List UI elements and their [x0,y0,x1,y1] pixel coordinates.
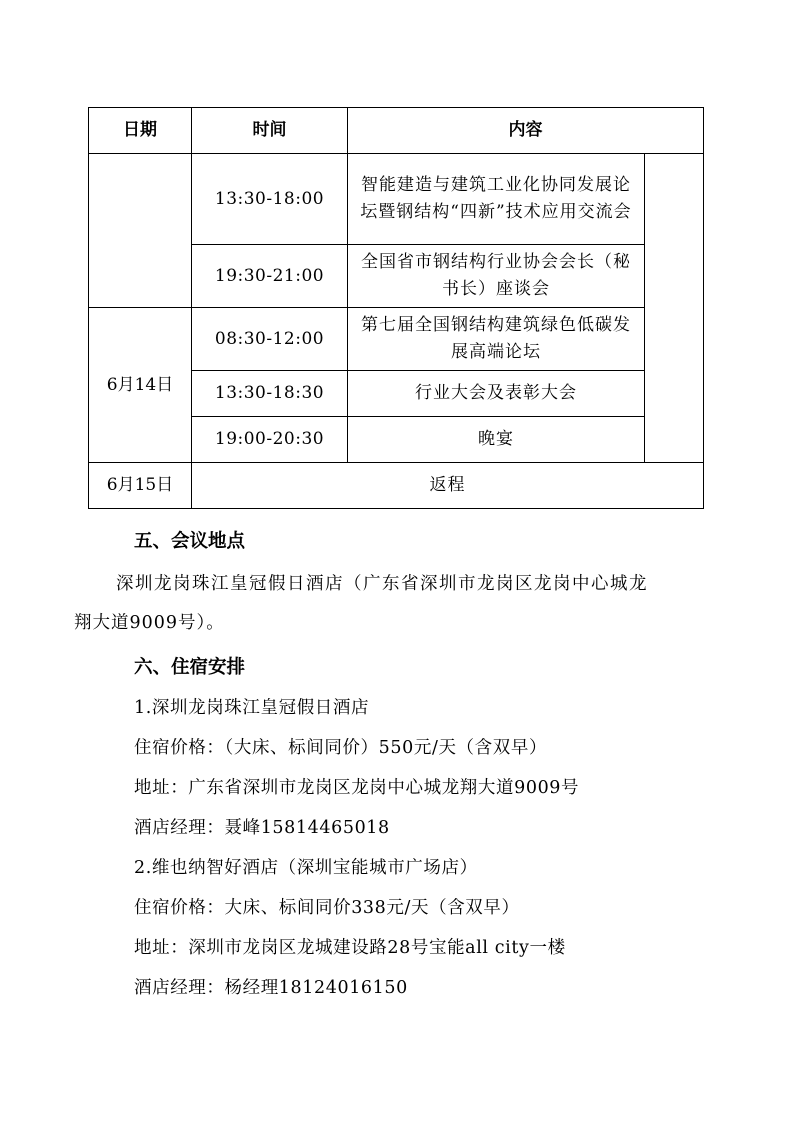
hotel2-manager: 酒店经理：杨经理18124016150 [134,978,408,998]
content-cell: 第七届全国钢结构建筑绿色低碳发展高端论坛 [348,308,645,371]
schedule-table [88,107,704,509]
table-row [89,308,704,371]
time-cell: 13:30-18:00 [192,154,348,245]
hotel2-address: 地址：深圳市龙岗区龙城建设路28号宝能all city一楼 [134,938,566,958]
section-heading-venue: 五、会议地点 [134,531,246,552]
section-heading-accommodation: 六、住宿安排 [134,657,246,678]
blank-column-cell [645,154,704,463]
time-cell: 13:30-18:30 [192,371,348,417]
hotel2-name: 2.维也纳智好酒店（深圳宝能城市广场店） [134,858,478,878]
header-time: 时间 [192,108,348,154]
time-cell: 19:30-21:00 [192,245,348,308]
header-date: 日期 [89,108,192,154]
hotel1-name: 1.深圳龙岗珠江皇冠假日酒店 [134,698,370,718]
content-cell: 全国省市钢结构行业协会会长（秘书长）座谈会 [348,245,645,308]
table-row [89,463,704,509]
content-cell: 返程 [192,463,704,509]
time-cell: 19:00-20:30 [192,417,348,463]
hotel1-price: 住宿价格：（大床、标间同价）550元/天（含双早） [134,738,548,758]
time-cell: 08:30-12:00 [192,308,348,371]
venue-text-line-2: 翔大道9009号）。 [74,613,225,633]
content-cell: 智能建造与建筑工业化协同发展论坛暨钢结构“四新”技术应用交流会 [348,154,645,245]
content-cell: 晚宴 [348,417,645,463]
date-cell: 6月14日 [89,308,192,463]
table-header-row [89,108,704,154]
date-cell [89,154,192,308]
header-content: 内容 [348,108,704,154]
content-cell: 行业大会及表彰大会 [348,371,645,417]
hotel2-price: 住宿价格：大床、标间同价338元/天（含双早） [134,898,520,918]
venue-text-line-1: 深圳龙岗珠江皇冠假日酒店（广东省深圳市龙岗区龙岗中心城龙 [116,574,648,594]
hotel1-address: 地址：广东省深圳市龙岗区龙岗中心城龙翔大道9009号 [134,778,580,798]
date-cell: 6月15日 [89,463,192,509]
table-row [89,154,704,245]
hotel1-manager: 酒店经理：聂峰15814465018 [134,818,390,838]
